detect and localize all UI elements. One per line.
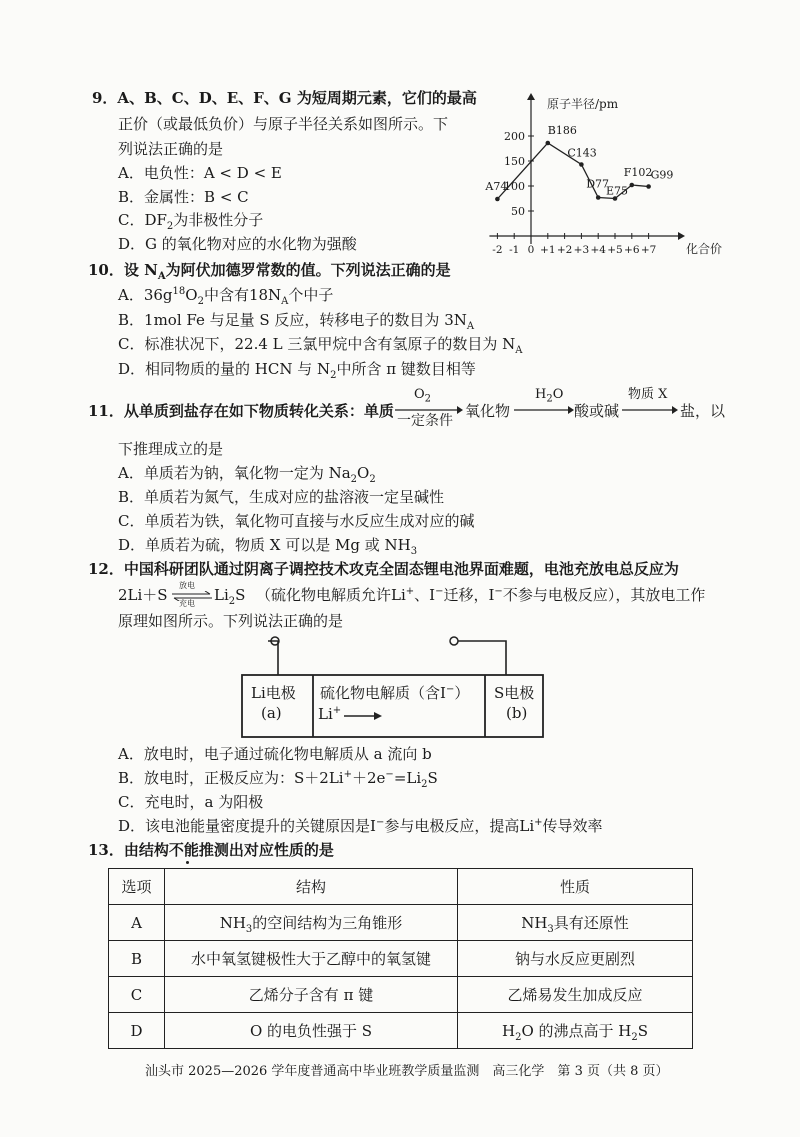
q11-arrow2-sub: 2 — [546, 393, 553, 405]
cell-electrolyte-text: 硫化物电解质（含I — [320, 684, 446, 702]
x-tick-label: 0 — [527, 244, 535, 256]
q12-s2-sup2: − — [435, 586, 444, 597]
q11-a-sub1: 2 — [350, 474, 358, 485]
q10-stem-text: 10．设 N — [88, 261, 158, 279]
q12-eq-s: S — [235, 586, 246, 604]
data-label: C143 — [567, 146, 597, 160]
q12-stem-line3: 原理如图所示。下列说法正确的是 — [118, 612, 344, 630]
y-axis-label: 原子半径/pm — [547, 97, 619, 111]
q11-a-text: A．单质若为钠，氧化物一定为 Na — [118, 464, 351, 482]
q13-stem-text: 13．由结构不 — [88, 841, 184, 859]
q13-stem-tail: 推测出对应性质的是 — [198, 841, 334, 859]
x-tick-label: +2 — [556, 244, 573, 256]
row-c-structure: 乙烯分子含有 π 键 — [165, 977, 458, 1013]
q10-a-sup: 18 — [172, 286, 186, 297]
q10-c-sub: A — [515, 345, 523, 356]
page-footer: 汕头市 2025—2026 学年度普通高中毕业班教学质量监测 高三化学 第 3 页（共 8 页） — [145, 1064, 669, 1079]
x-tick-label: -2 — [492, 244, 503, 256]
row-b-structure: 水中氧氢键极性大于乙醇中的氧氢键 — [165, 941, 458, 977]
row-b-option: B — [109, 941, 165, 977]
q11-acid-base: 酸或碱 — [574, 402, 620, 420]
q10-option-a — [118, 286, 334, 307]
q9-option-c — [118, 211, 264, 232]
q9-option-c-text: C．DF — [118, 211, 167, 229]
row-a-s1: NH — [219, 914, 246, 932]
table-row — [109, 1013, 693, 1049]
table-row — [109, 905, 693, 941]
q12-eq-sub: 2 — [228, 596, 236, 607]
x-axis-label: 化合价 — [686, 242, 722, 256]
q12-s2-2: 、I — [414, 586, 436, 604]
q12-option-a: A．放电时，电子通过硫化物电解质从 a 流向 b — [118, 745, 432, 763]
q12-b-2: ＋2e — [352, 769, 386, 787]
q9-stem-line2: 正价（或最低负价）与原子半径关系如图所示。下 — [118, 115, 449, 133]
q12-option-d — [118, 819, 603, 834]
row-a-s2: 的空间结构为三角锥形 — [252, 914, 403, 932]
q11-arrow3-top: 物质 X — [628, 387, 668, 402]
row-a-s1sub: 3 — [245, 924, 253, 935]
row-a-p2: 具有还原性 — [553, 914, 629, 932]
q10-a-sub1: 2 — [197, 296, 204, 307]
x-tick-label: +5 — [607, 244, 623, 256]
row-a-structure — [165, 905, 458, 941]
data-label: F102 — [623, 166, 653, 179]
q11-arrow2-o: O — [552, 387, 564, 402]
q10-option-d — [118, 360, 476, 381]
q12-d-sup2: + — [534, 817, 543, 828]
data-point — [495, 197, 500, 202]
row-c-property: 乙烯易发生加成反应 — [458, 977, 693, 1013]
data-label: D77 — [586, 177, 610, 191]
q13-emphasis-dot — [186, 861, 189, 864]
q12-b-sup2: − — [385, 769, 394, 780]
row-b-property: 钠与水反应更剧烈 — [458, 941, 693, 977]
row-a-p1sub: 3 — [547, 924, 554, 935]
q12-stem-line1: 12．中国科研团队通过阴离子调控技术攻克全固态锂电池界面难题，电池充放电总反应为 — [88, 560, 679, 578]
q11-a-sub2: 2 — [369, 474, 376, 485]
q10-option-b — [118, 311, 475, 332]
cell-s-electrode-tag: (b) — [506, 704, 528, 722]
q11-arrow1-bottom: 一定条件 — [397, 413, 453, 429]
q10-a-tail: 个中子 — [288, 286, 334, 304]
y-tick-label: 50 — [511, 205, 525, 218]
q11-d-text: D．单质若为硫，物质 X 可以是 Mg 或 NH — [118, 536, 411, 554]
x-tick-label: +1 — [540, 244, 556, 256]
data-label: E75 — [606, 184, 629, 198]
q12-s2-1: （硫化物电解质允许Li — [256, 586, 406, 604]
data-label: B186 — [547, 124, 577, 137]
cell-electrolyte-tail: ） — [454, 684, 470, 702]
q10-a-mid: 中含有18N — [203, 286, 282, 304]
data-label: G99 — [650, 168, 674, 182]
q9-option-a: A．电负性：A < D < E — [118, 164, 282, 182]
row-d-option: D — [109, 1013, 165, 1049]
row-d-p3sub: 2 — [631, 1032, 638, 1043]
q13-stem — [88, 843, 334, 858]
data-point — [579, 162, 584, 167]
row-d-p3: S — [637, 1022, 649, 1040]
q11-salt: 盐，以 — [680, 402, 726, 420]
q12-eq-li: Li — [214, 586, 229, 604]
q12-b-1: B．放电时，正极反应为：S＋2Li — [118, 769, 344, 787]
x-tick-label: +4 — [590, 244, 606, 256]
y-tick-label: 100 — [504, 180, 525, 193]
row-d-p2: O 的沸点高于 H — [521, 1022, 632, 1040]
q12-equation-left: 2Li＋S — [118, 586, 168, 604]
q12-s2-sup3: − — [494, 586, 503, 597]
table-row — [109, 977, 693, 1013]
header-option: 选项 — [109, 869, 165, 905]
q11-arrow1-sub: 2 — [424, 393, 432, 405]
q13-table — [108, 868, 693, 1049]
q10-d-text: D．相同物质的量的 HCN 与 N — [118, 360, 331, 378]
table-header-row — [109, 869, 693, 905]
cell-s-electrode-label: S电极 — [494, 684, 535, 702]
y-axis-arrow — [527, 93, 535, 100]
q12-b-3: =Li — [393, 769, 422, 787]
data-point — [646, 184, 651, 189]
radius-valence-chart — [482, 88, 722, 264]
y-tick-label: 150 — [504, 155, 525, 168]
q9-stem-line1: 9．A、B、C、D、E、F、G 为短周期元素，它们的最高 — [92, 89, 477, 107]
q10-a-o: O — [185, 286, 198, 304]
q12-b-4: S — [427, 769, 438, 787]
header-property: 性质 — [458, 869, 693, 905]
cell-li-ion-text: Li — [318, 705, 333, 723]
row-c-option: C — [109, 977, 165, 1013]
q10-stem-sub: A — [157, 271, 166, 282]
q9-option-c-tail: 为非极性分子 — [173, 211, 264, 229]
q11-a-o: O — [357, 464, 370, 482]
q10-b-sub: A — [466, 321, 475, 332]
q11-arrow3 — [622, 405, 678, 415]
q9-option-d: D．G 的氧化物对应的水化物为强酸 — [118, 235, 357, 253]
cell-li-ion-label — [318, 707, 341, 722]
q9-option-c-sub: 2 — [166, 221, 174, 232]
q10-b-text: B．1mol Fe 与足量 S 反应，转移电子的数目为 3N — [118, 311, 467, 329]
q11-arrow2-top — [535, 387, 564, 405]
q12-d-1: D．该电池能量密度提升的关键原因是I — [118, 817, 376, 835]
x-tick-label: -1 — [509, 244, 520, 256]
q11-oxide: 氧化物 — [465, 402, 511, 420]
q9-stem-line3: 列说法正确的是 — [118, 140, 224, 158]
q12-d-sup1: − — [375, 817, 385, 828]
q10-stem — [88, 261, 451, 282]
q11-option-b: B．单质若为氮气，生成对应的盐溶液一定呈碱性 — [118, 488, 445, 506]
q12-d-3: 传导效率 — [542, 817, 603, 835]
table-row — [109, 941, 693, 977]
x-tick-label: +3 — [573, 244, 590, 256]
data-label: A74 — [485, 180, 508, 193]
q12-s2-4: 不参与电极反应），其放电工作 — [502, 586, 706, 604]
cell-li-electrode-label: Li电极 — [251, 684, 296, 702]
q11-option-a — [118, 464, 376, 485]
q12-equation-right — [214, 586, 246, 607]
q10-stem-tail: 为阿伏加德罗常数的值。下列说法正确的是 — [165, 261, 451, 279]
q10-d-tail: 中所含 π 键数目相等 — [336, 360, 476, 378]
q10-option-c — [118, 335, 523, 356]
x-tick-label: +6 — [624, 244, 640, 256]
q12-b-sup1: + — [343, 769, 352, 780]
q12-eq-charge: 充电 — [179, 599, 195, 608]
cell-li-ion-sup: + — [332, 705, 342, 716]
q13-stem-emphasis: 能 — [183, 841, 199, 859]
y-tick-label: 200 — [504, 130, 525, 143]
q11-d-sub: 3 — [410, 546, 418, 557]
q12-b-sub: 2 — [421, 779, 428, 790]
q12-d-2: 参与电极反应，提高Li — [384, 817, 535, 835]
row-a-p1: NH — [521, 914, 548, 932]
cell-li-electrode-tag: (a) — [261, 704, 282, 722]
q11-arrow2-h: H — [535, 387, 547, 402]
q10-a-sub2: A — [281, 296, 289, 307]
row-a-option: A — [109, 905, 165, 941]
q11-arrow1-top — [414, 387, 432, 405]
row-d-p1sub: 2 — [515, 1032, 522, 1043]
row-a-property — [458, 905, 693, 941]
q11-stem-line2: 下推理成立的是 — [118, 440, 224, 458]
q11-arrow2 — [514, 405, 574, 415]
x-axis-arrow — [678, 232, 685, 240]
cell-electrolyte-label — [320, 686, 469, 701]
q12-eq-discharge: 放电 — [179, 581, 195, 590]
q10-c-text: C．标准状况下，22.4 L 三氯甲烷中含有氢原子的数目为 N — [118, 335, 516, 353]
q12-stem-line2 — [256, 588, 705, 603]
cell-electrolyte-sup: − — [445, 684, 455, 695]
q12-option-b — [118, 769, 438, 790]
row-d-property — [458, 1013, 693, 1049]
q11-option-c: C．单质若为铁，氧化物可直接与水反应生成对应的碱 — [118, 512, 475, 530]
data-point — [546, 141, 551, 146]
data-point — [630, 183, 635, 188]
q9-option-b: B．金属性：B < C — [118, 188, 249, 206]
row-d-structure: O 的电负性强于 S — [165, 1013, 458, 1049]
x-tick-label: +7 — [640, 244, 657, 256]
q11-arrow1-o: O — [414, 387, 425, 402]
q12-s2-sup1: + — [405, 586, 415, 597]
q13-table-wrap — [108, 868, 693, 1049]
q10-d-sub: 2 — [330, 370, 337, 381]
q11-option-d — [118, 536, 418, 557]
q12-s2-3: 迁移，I — [443, 586, 495, 604]
data-point — [596, 195, 601, 200]
q11-stem: 11．从单质到盐存在如下物质转化关系：单质 — [88, 402, 394, 420]
row-d-p1: H — [501, 1022, 516, 1040]
q12-option-c: C．充电时，a 为阳极 — [118, 793, 264, 811]
header-structure: 结构 — [165, 869, 458, 905]
q10-a-text: A．36g — [118, 286, 173, 304]
